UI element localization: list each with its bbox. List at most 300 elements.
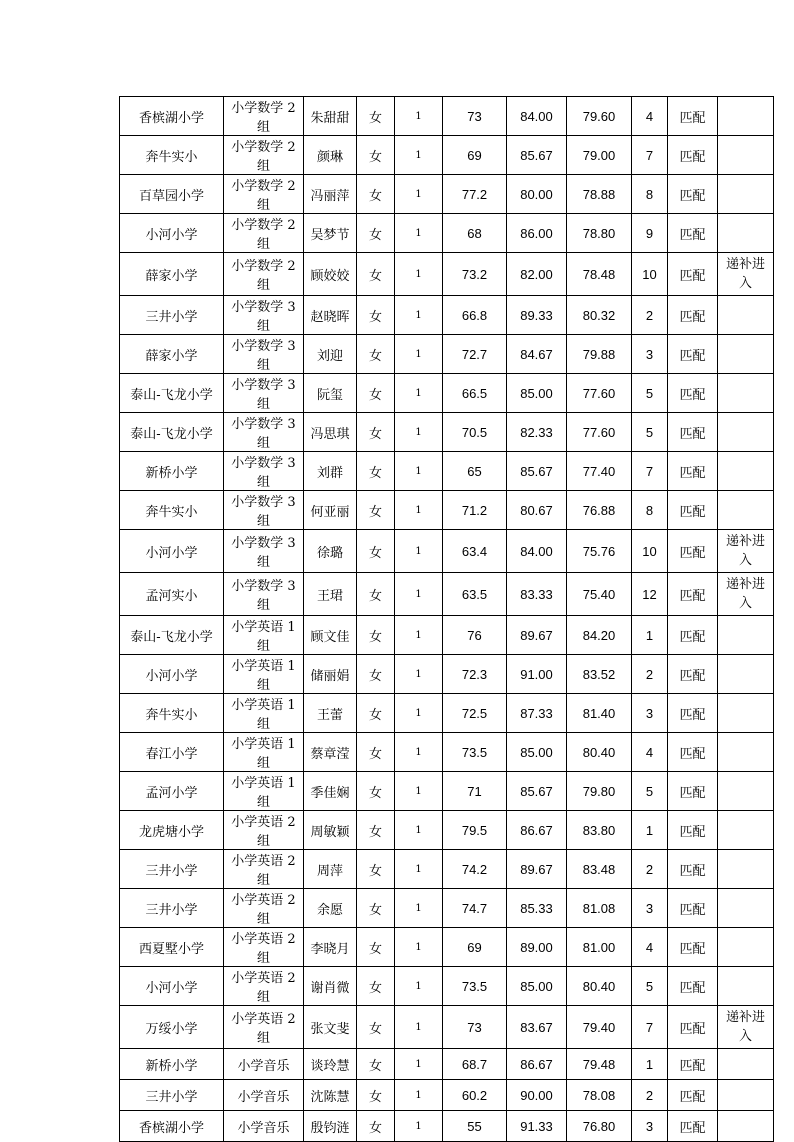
written-score-cell: 66.8 bbox=[443, 296, 507, 335]
school-cell: 泰山-飞龙小学 bbox=[120, 413, 224, 452]
gender-cell: 女 bbox=[357, 694, 395, 733]
written-score-cell: 63.4 bbox=[443, 530, 507, 573]
match-cell: 匹配 bbox=[668, 772, 718, 811]
group-cell: 小学数学 2 组 bbox=[224, 253, 304, 296]
quota-cell: 1 bbox=[395, 733, 443, 772]
interview-score-cell: 85.67 bbox=[507, 452, 567, 491]
note-cell bbox=[718, 1080, 774, 1111]
school-cell: 小河小学 bbox=[120, 655, 224, 694]
match-cell: 匹配 bbox=[668, 811, 718, 850]
rank-cell: 3 bbox=[632, 694, 668, 733]
table-row bbox=[120, 889, 774, 928]
gender-cell: 女 bbox=[357, 1111, 395, 1142]
quota-cell: 1 bbox=[395, 772, 443, 811]
school-cell: 奔牛实小 bbox=[120, 694, 224, 733]
school-cell: 小河小学 bbox=[120, 967, 224, 1006]
rank-cell: 2 bbox=[632, 850, 668, 889]
note-cell bbox=[718, 967, 774, 1006]
quota-cell: 1 bbox=[395, 136, 443, 175]
group-cell: 小学数学 3 组 bbox=[224, 573, 304, 616]
interview-score-cell: 85.00 bbox=[507, 967, 567, 1006]
group-cell: 小学英语 2 组 bbox=[224, 889, 304, 928]
quota-cell: 1 bbox=[395, 253, 443, 296]
match-cell: 匹配 bbox=[668, 413, 718, 452]
interview-score-cell: 86.67 bbox=[507, 811, 567, 850]
school-cell: 西夏墅小学 bbox=[120, 928, 224, 967]
note-text: 递补进入 bbox=[725, 577, 765, 611]
rank-cell: 8 bbox=[632, 491, 668, 530]
total-score-cell: 77.60 bbox=[567, 374, 632, 413]
rank-cell: 1 bbox=[632, 811, 668, 850]
table-row bbox=[120, 616, 774, 655]
written-score-cell: 73.5 bbox=[443, 967, 507, 1006]
name-cell: 刘群 bbox=[304, 452, 357, 491]
rank-cell: 3 bbox=[632, 1111, 668, 1142]
note-cell bbox=[718, 491, 774, 530]
gender-cell: 女 bbox=[357, 1080, 395, 1111]
match-cell: 匹配 bbox=[668, 253, 718, 296]
match-cell: 匹配 bbox=[668, 530, 718, 573]
rank-cell: 10 bbox=[632, 530, 668, 573]
group-cell: 小学数学 2 组 bbox=[224, 97, 304, 136]
note-cell bbox=[718, 889, 774, 928]
written-score-cell: 71.2 bbox=[443, 491, 507, 530]
school-cell: 薛家小学 bbox=[120, 335, 224, 374]
written-score-cell: 72.5 bbox=[443, 694, 507, 733]
name-cell: 徐璐 bbox=[304, 530, 357, 573]
total-score-cell: 79.60 bbox=[567, 97, 632, 136]
written-score-cell: 74.2 bbox=[443, 850, 507, 889]
name-cell: 李晓月 bbox=[304, 928, 357, 967]
interview-score-cell: 87.33 bbox=[507, 694, 567, 733]
interview-score-cell: 84.67 bbox=[507, 335, 567, 374]
rank-cell: 1 bbox=[632, 1049, 668, 1080]
quota-cell: 1 bbox=[395, 374, 443, 413]
interview-score-cell: 85.00 bbox=[507, 374, 567, 413]
school-cell: 泰山-飞龙小学 bbox=[120, 374, 224, 413]
note-cell bbox=[718, 1111, 774, 1142]
match-cell: 匹配 bbox=[668, 850, 718, 889]
rank-cell: 4 bbox=[632, 928, 668, 967]
interview-score-cell: 83.67 bbox=[507, 1006, 567, 1049]
gender-cell: 女 bbox=[357, 811, 395, 850]
name-cell: 何亚丽 bbox=[304, 491, 357, 530]
match-cell: 匹配 bbox=[668, 374, 718, 413]
gender-cell: 女 bbox=[357, 772, 395, 811]
quota-cell: 1 bbox=[395, 889, 443, 928]
rank-cell: 5 bbox=[632, 967, 668, 1006]
quota-cell: 1 bbox=[395, 967, 443, 1006]
gender-cell: 女 bbox=[357, 452, 395, 491]
interview-score-cell: 89.67 bbox=[507, 616, 567, 655]
interview-score-cell: 91.00 bbox=[507, 655, 567, 694]
group-cell: 小学音乐 bbox=[224, 1111, 304, 1142]
interview-score-cell: 83.33 bbox=[507, 573, 567, 616]
written-score-cell: 73.5 bbox=[443, 733, 507, 772]
written-score-cell: 73.2 bbox=[443, 253, 507, 296]
total-score-cell: 81.40 bbox=[567, 694, 632, 733]
name-cell: 吴梦节 bbox=[304, 214, 357, 253]
total-score-cell: 75.40 bbox=[567, 573, 632, 616]
name-cell: 颜琳 bbox=[304, 136, 357, 175]
group-cell: 小学数学 3 组 bbox=[224, 374, 304, 413]
match-cell: 匹配 bbox=[668, 491, 718, 530]
rank-cell: 3 bbox=[632, 889, 668, 928]
gender-cell: 女 bbox=[357, 928, 395, 967]
school-cell: 龙虎塘小学 bbox=[120, 811, 224, 850]
table-row bbox=[120, 967, 774, 1006]
school-cell: 香槟湖小学 bbox=[120, 97, 224, 136]
gender-cell: 女 bbox=[357, 175, 395, 214]
quota-cell: 1 bbox=[395, 214, 443, 253]
note-cell bbox=[718, 1006, 774, 1049]
name-cell: 王珺 bbox=[304, 573, 357, 616]
interview-score-cell: 80.67 bbox=[507, 491, 567, 530]
note-text: 递补进入 bbox=[725, 1010, 765, 1044]
group-cell: 小学数学 3 组 bbox=[224, 530, 304, 573]
name-cell: 储丽娟 bbox=[304, 655, 357, 694]
gender-cell: 女 bbox=[357, 335, 395, 374]
table-row bbox=[120, 413, 774, 452]
gender-cell: 女 bbox=[357, 253, 395, 296]
quota-cell: 1 bbox=[395, 296, 443, 335]
group-cell: 小学数学 3 组 bbox=[224, 335, 304, 374]
match-cell: 匹配 bbox=[668, 889, 718, 928]
table-row bbox=[120, 850, 774, 889]
table-row bbox=[120, 694, 774, 733]
school-cell: 三井小学 bbox=[120, 296, 224, 335]
written-score-cell: 69 bbox=[443, 136, 507, 175]
written-score-cell: 55 bbox=[443, 1111, 507, 1142]
written-score-cell: 70.5 bbox=[443, 413, 507, 452]
table-row bbox=[120, 1111, 774, 1142]
note-cell bbox=[718, 655, 774, 694]
total-score-cell: 78.88 bbox=[567, 175, 632, 214]
group-cell: 小学数学 3 组 bbox=[224, 452, 304, 491]
name-cell: 周敏颖 bbox=[304, 811, 357, 850]
name-cell: 顾姣姣 bbox=[304, 253, 357, 296]
school-cell: 三井小学 bbox=[120, 850, 224, 889]
rank-cell: 2 bbox=[632, 296, 668, 335]
written-score-cell: 69 bbox=[443, 928, 507, 967]
group-cell: 小学数学 2 组 bbox=[224, 136, 304, 175]
total-score-cell: 78.48 bbox=[567, 253, 632, 296]
interview-score-cell: 86.67 bbox=[507, 1049, 567, 1080]
gender-cell: 女 bbox=[357, 655, 395, 694]
gender-cell: 女 bbox=[357, 136, 395, 175]
written-score-cell: 73 bbox=[443, 1006, 507, 1049]
gender-cell: 女 bbox=[357, 850, 395, 889]
total-score-cell: 75.76 bbox=[567, 530, 632, 573]
quota-cell: 1 bbox=[395, 694, 443, 733]
written-score-cell: 71 bbox=[443, 772, 507, 811]
quota-cell: 1 bbox=[395, 175, 443, 214]
interview-score-cell: 82.00 bbox=[507, 253, 567, 296]
school-cell: 小河小学 bbox=[120, 530, 224, 573]
quota-cell: 1 bbox=[395, 530, 443, 573]
school-cell: 小河小学 bbox=[120, 214, 224, 253]
quota-cell: 1 bbox=[395, 655, 443, 694]
school-cell: 新桥小学 bbox=[120, 452, 224, 491]
quota-cell: 1 bbox=[395, 1080, 443, 1111]
school-cell: 香槟湖小学 bbox=[120, 1111, 224, 1142]
table-row bbox=[120, 97, 774, 136]
group-cell: 小学英语 2 组 bbox=[224, 811, 304, 850]
name-cell: 顾文佳 bbox=[304, 616, 357, 655]
group-cell: 小学英语 2 组 bbox=[224, 1006, 304, 1049]
name-cell: 蔡章滢 bbox=[304, 733, 357, 772]
table-row bbox=[120, 928, 774, 967]
quota-cell: 1 bbox=[395, 850, 443, 889]
written-score-cell: 72.3 bbox=[443, 655, 507, 694]
total-score-cell: 80.32 bbox=[567, 296, 632, 335]
rank-cell: 10 bbox=[632, 253, 668, 296]
written-score-cell: 76 bbox=[443, 616, 507, 655]
quota-cell: 1 bbox=[395, 928, 443, 967]
table-row bbox=[120, 573, 774, 616]
total-score-cell: 77.60 bbox=[567, 413, 632, 452]
note-cell bbox=[718, 175, 774, 214]
note-cell bbox=[718, 413, 774, 452]
group-cell: 小学英语 1 组 bbox=[224, 616, 304, 655]
group-cell: 小学数学 2 组 bbox=[224, 214, 304, 253]
results-table bbox=[119, 96, 774, 1142]
group-cell: 小学英语 1 组 bbox=[224, 694, 304, 733]
school-cell: 三井小学 bbox=[120, 1080, 224, 1111]
match-cell: 匹配 bbox=[668, 175, 718, 214]
quota-cell: 1 bbox=[395, 452, 443, 491]
match-cell: 匹配 bbox=[668, 1006, 718, 1049]
school-cell: 薛家小学 bbox=[120, 253, 224, 296]
quota-cell: 1 bbox=[395, 616, 443, 655]
school-cell: 百草园小学 bbox=[120, 175, 224, 214]
quota-cell: 1 bbox=[395, 413, 443, 452]
table-row bbox=[120, 491, 774, 530]
match-cell: 匹配 bbox=[668, 1111, 718, 1142]
gender-cell: 女 bbox=[357, 491, 395, 530]
school-cell: 孟河实小 bbox=[120, 573, 224, 616]
name-cell: 刘迎 bbox=[304, 335, 357, 374]
note-cell bbox=[718, 452, 774, 491]
written-score-cell: 60.2 bbox=[443, 1080, 507, 1111]
table-row bbox=[120, 296, 774, 335]
school-cell: 春江小学 bbox=[120, 733, 224, 772]
rank-cell: 2 bbox=[632, 655, 668, 694]
note-cell bbox=[718, 253, 774, 296]
total-score-cell: 81.08 bbox=[567, 889, 632, 928]
gender-cell: 女 bbox=[357, 889, 395, 928]
table-row bbox=[120, 1006, 774, 1049]
written-score-cell: 73 bbox=[443, 97, 507, 136]
match-cell: 匹配 bbox=[668, 136, 718, 175]
interview-score-cell: 80.00 bbox=[507, 175, 567, 214]
interview-score-cell: 85.67 bbox=[507, 136, 567, 175]
table-row bbox=[120, 136, 774, 175]
note-cell bbox=[718, 335, 774, 374]
rank-cell: 2 bbox=[632, 1080, 668, 1111]
interview-score-cell: 85.00 bbox=[507, 733, 567, 772]
rank-cell: 4 bbox=[632, 97, 668, 136]
interview-score-cell: 90.00 bbox=[507, 1080, 567, 1111]
quota-cell: 1 bbox=[395, 491, 443, 530]
school-cell: 奔牛实小 bbox=[120, 136, 224, 175]
note-cell bbox=[718, 374, 774, 413]
written-score-cell: 65 bbox=[443, 452, 507, 491]
total-score-cell: 79.88 bbox=[567, 335, 632, 374]
interview-score-cell: 89.00 bbox=[507, 928, 567, 967]
rank-cell: 12 bbox=[632, 573, 668, 616]
rank-cell: 3 bbox=[632, 335, 668, 374]
gender-cell: 女 bbox=[357, 530, 395, 573]
school-cell: 孟河小学 bbox=[120, 772, 224, 811]
interview-score-cell: 85.67 bbox=[507, 772, 567, 811]
note-cell bbox=[718, 694, 774, 733]
school-cell: 新桥小学 bbox=[120, 1049, 224, 1080]
gender-cell: 女 bbox=[357, 573, 395, 616]
table-row bbox=[120, 374, 774, 413]
interview-score-cell: 82.33 bbox=[507, 413, 567, 452]
table-row bbox=[120, 655, 774, 694]
name-cell: 沈陈慧 bbox=[304, 1080, 357, 1111]
match-cell: 匹配 bbox=[668, 1049, 718, 1080]
group-cell: 小学音乐 bbox=[224, 1049, 304, 1080]
group-cell: 小学英语 2 组 bbox=[224, 967, 304, 1006]
note-cell bbox=[718, 530, 774, 573]
rank-cell: 1 bbox=[632, 616, 668, 655]
note-cell bbox=[718, 811, 774, 850]
note-cell bbox=[718, 1049, 774, 1080]
table-row bbox=[120, 733, 774, 772]
interview-score-cell: 84.00 bbox=[507, 530, 567, 573]
interview-score-cell: 91.33 bbox=[507, 1111, 567, 1142]
interview-score-cell: 84.00 bbox=[507, 97, 567, 136]
match-cell: 匹配 bbox=[668, 694, 718, 733]
gender-cell: 女 bbox=[357, 616, 395, 655]
quota-cell: 1 bbox=[395, 1006, 443, 1049]
name-cell: 王蕾 bbox=[304, 694, 357, 733]
total-score-cell: 79.00 bbox=[567, 136, 632, 175]
name-cell: 朱甜甜 bbox=[304, 97, 357, 136]
note-cell bbox=[718, 772, 774, 811]
written-score-cell: 68 bbox=[443, 214, 507, 253]
gender-cell: 女 bbox=[357, 413, 395, 452]
group-cell: 小学音乐 bbox=[224, 1080, 304, 1111]
group-cell: 小学数学 2 组 bbox=[224, 175, 304, 214]
rank-cell: 5 bbox=[632, 413, 668, 452]
gender-cell: 女 bbox=[357, 733, 395, 772]
gender-cell: 女 bbox=[357, 296, 395, 335]
match-cell: 匹配 bbox=[668, 335, 718, 374]
total-score-cell: 78.80 bbox=[567, 214, 632, 253]
written-score-cell: 72.7 bbox=[443, 335, 507, 374]
name-cell: 冯思琪 bbox=[304, 413, 357, 452]
total-score-cell: 81.00 bbox=[567, 928, 632, 967]
written-score-cell: 77.2 bbox=[443, 175, 507, 214]
interview-score-cell: 85.33 bbox=[507, 889, 567, 928]
rank-cell: 7 bbox=[632, 1006, 668, 1049]
written-score-cell: 74.7 bbox=[443, 889, 507, 928]
table-row bbox=[120, 253, 774, 296]
quota-cell: 1 bbox=[395, 335, 443, 374]
gender-cell: 女 bbox=[357, 967, 395, 1006]
school-cell: 万绥小学 bbox=[120, 1006, 224, 1049]
written-score-cell: 79.5 bbox=[443, 811, 507, 850]
total-score-cell: 83.52 bbox=[567, 655, 632, 694]
total-score-cell: 78.08 bbox=[567, 1080, 632, 1111]
name-cell: 季佳娴 bbox=[304, 772, 357, 811]
table-row bbox=[120, 1080, 774, 1111]
table-row bbox=[120, 530, 774, 573]
quota-cell: 1 bbox=[395, 811, 443, 850]
note-text: 递补进入 bbox=[725, 257, 765, 291]
rank-cell: 7 bbox=[632, 136, 668, 175]
total-score-cell: 83.80 bbox=[567, 811, 632, 850]
rank-cell: 4 bbox=[632, 733, 668, 772]
gender-cell: 女 bbox=[357, 1049, 395, 1080]
note-cell bbox=[718, 136, 774, 175]
gender-cell: 女 bbox=[357, 97, 395, 136]
match-cell: 匹配 bbox=[668, 967, 718, 1006]
name-cell: 余愿 bbox=[304, 889, 357, 928]
total-score-cell: 80.40 bbox=[567, 967, 632, 1006]
name-cell: 阮玺 bbox=[304, 374, 357, 413]
interview-score-cell: 86.00 bbox=[507, 214, 567, 253]
gender-cell: 女 bbox=[357, 214, 395, 253]
note-cell bbox=[718, 616, 774, 655]
note-cell bbox=[718, 296, 774, 335]
rank-cell: 8 bbox=[632, 175, 668, 214]
match-cell: 匹配 bbox=[668, 616, 718, 655]
total-score-cell: 76.88 bbox=[567, 491, 632, 530]
match-cell: 匹配 bbox=[668, 573, 718, 616]
group-cell: 小学英语 1 组 bbox=[224, 733, 304, 772]
group-cell: 小学英语 1 组 bbox=[224, 772, 304, 811]
quota-cell: 1 bbox=[395, 1111, 443, 1142]
note-cell bbox=[718, 928, 774, 967]
school-cell: 三井小学 bbox=[120, 889, 224, 928]
group-cell: 小学数学 3 组 bbox=[224, 296, 304, 335]
match-cell: 匹配 bbox=[668, 733, 718, 772]
match-cell: 匹配 bbox=[668, 97, 718, 136]
school-cell: 奔牛实小 bbox=[120, 491, 224, 530]
total-score-cell: 79.80 bbox=[567, 772, 632, 811]
quota-cell: 1 bbox=[395, 573, 443, 616]
rank-cell: 5 bbox=[632, 772, 668, 811]
quota-cell: 1 bbox=[395, 97, 443, 136]
match-cell: 匹配 bbox=[668, 1080, 718, 1111]
gender-cell: 女 bbox=[357, 1006, 395, 1049]
table-row bbox=[120, 335, 774, 374]
rank-cell: 5 bbox=[632, 374, 668, 413]
group-cell: 小学英语 2 组 bbox=[224, 850, 304, 889]
note-cell bbox=[718, 214, 774, 253]
name-cell: 赵晓晖 bbox=[304, 296, 357, 335]
table-row bbox=[120, 1049, 774, 1080]
total-score-cell: 80.40 bbox=[567, 733, 632, 772]
group-cell: 小学英语 1 组 bbox=[224, 655, 304, 694]
name-cell: 周萍 bbox=[304, 850, 357, 889]
total-score-cell: 84.20 bbox=[567, 616, 632, 655]
note-cell bbox=[718, 97, 774, 136]
written-score-cell: 68.7 bbox=[443, 1049, 507, 1080]
table-row bbox=[120, 175, 774, 214]
total-score-cell: 79.48 bbox=[567, 1049, 632, 1080]
match-cell: 匹配 bbox=[668, 214, 718, 253]
match-cell: 匹配 bbox=[668, 655, 718, 694]
interview-score-cell: 89.67 bbox=[507, 850, 567, 889]
written-score-cell: 66.5 bbox=[443, 374, 507, 413]
gender-cell: 女 bbox=[357, 374, 395, 413]
